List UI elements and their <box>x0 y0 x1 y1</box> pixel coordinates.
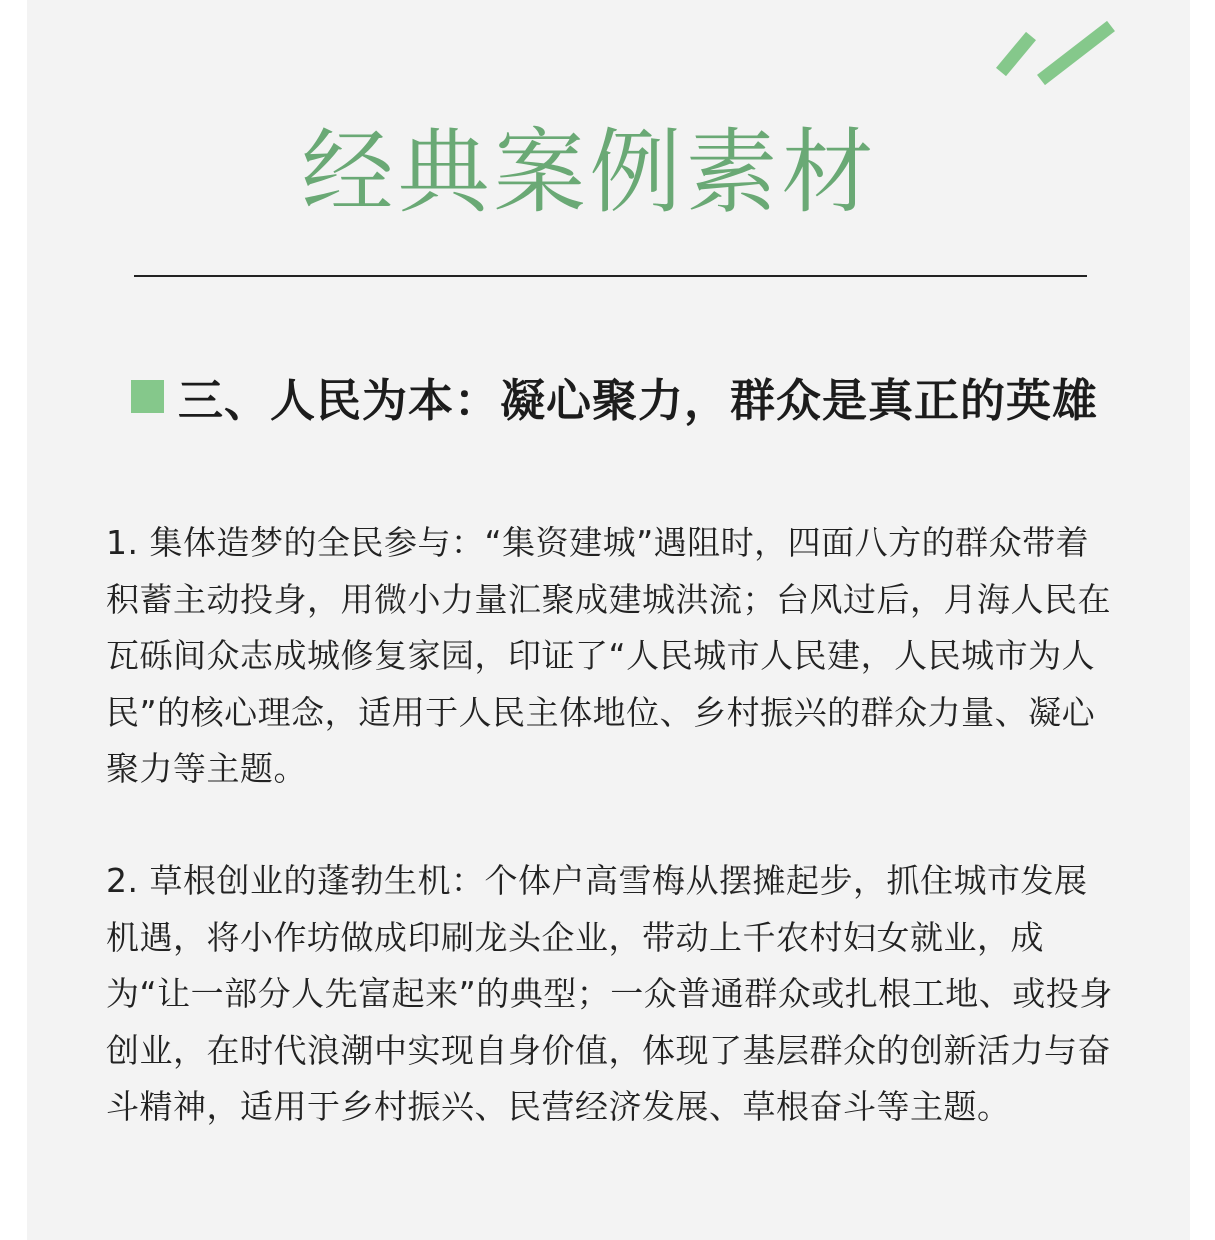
section-heading-text: 三、人民为本：凝心聚力，群众是真正的英雄 <box>178 373 1099 427</box>
green-square-icon <box>131 380 164 413</box>
case-paragraph-1: 1. 集体造梦的全民参与：“集资建城”遇阻时，四面八方的群众带着积蓄主动投身，用微小力量汇聚成建城洪流；台风过后，月海人民在瓦砾间众志成城修复家园，印证了“人民城市人民建，人民城市为人民”的核心理念，适用于人民主体地位、乡村振兴的群众力量、凝心聚力等主题。 <box>106 523 1111 788</box>
page-title: 经典案例素材 <box>301 119 878 226</box>
content-card <box>27 0 1190 1240</box>
title-divider <box>134 275 1087 277</box>
case-paragraph-2: 2. 草根创业的蓬勃生机：个体户高雪梅从摆摊起步，抓住城市发展机遇，将小作坊做成印刷龙头企业，带动上千农村妇女就业，成为“让一部分人先富起来”的典型；一众普通群众或扎根工地、或投身创业，在时代浪潮中实现自身价值，体现了基层群众的创新活力与奋斗精神，适用于乡村振兴、民营经济发展、草根奋斗等主题。 <box>106 861 1113 1126</box>
double-slash-icon <box>987 10 1127 90</box>
section-heading <box>131 364 1098 428</box>
